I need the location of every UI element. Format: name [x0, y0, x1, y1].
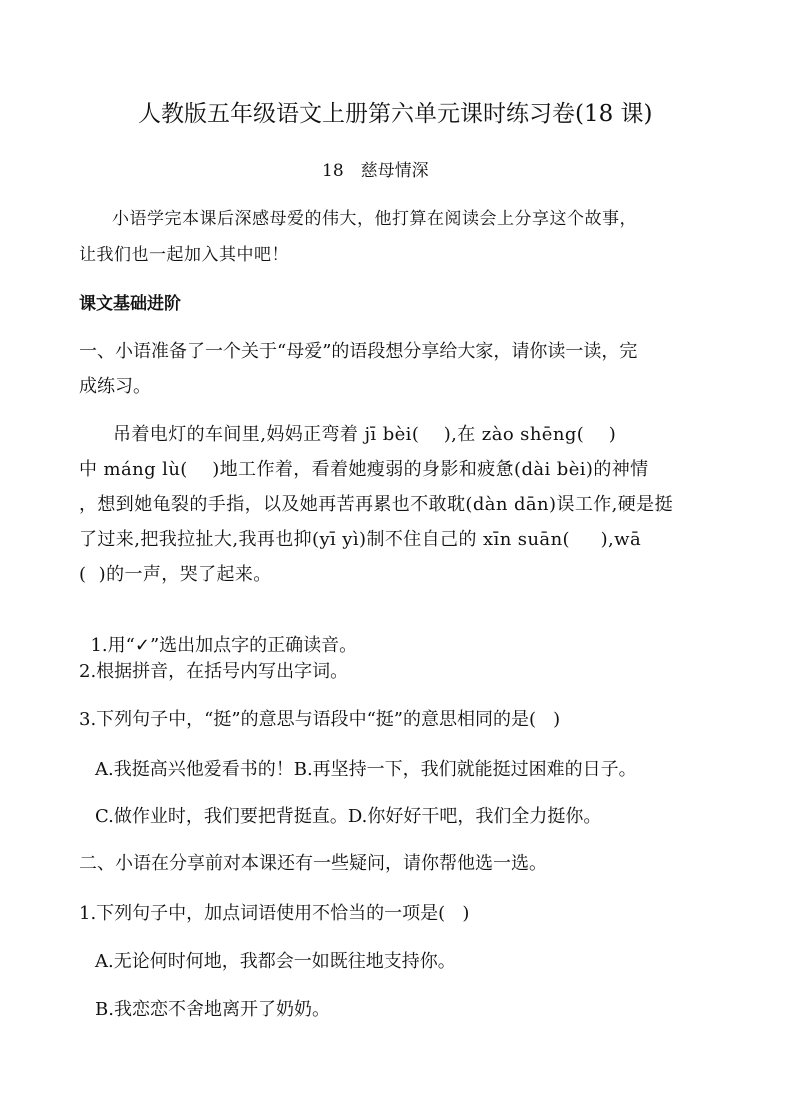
section-heading: 课文基础进阶 — [79, 294, 181, 314]
q1-sub3-option-line-1: A.我挺高兴他爱看书的！B.再坚持一下，我们就能挺过困难的日子。 — [95, 759, 637, 780]
lesson-title: 18 慈母情深 — [322, 161, 429, 181]
q2-option-b: B.我恋恋不舍地离开了奶奶。 — [95, 999, 330, 1020]
intro-line-1: 小语学完本课后深感母爱的伟大，他打算在阅读会上分享这个故事， — [112, 209, 637, 229]
q1-heading-line-2: 成练习。 — [79, 376, 151, 397]
q1-heading-line-1: 一、小语准备了一个关于“母爱”的语段想分享给大家，请你读一读，完 — [79, 341, 638, 362]
passage-line-5: ( )的一声，哭了起来。 — [79, 564, 272, 585]
document-title: 人教版五年级语文上册第六单元课时练习卷(18 课) — [138, 101, 653, 127]
passage-line-1: 吊着电灯的车间里,妈妈正弯着 jī bèi( ),在 zào shēng( ) — [113, 424, 617, 445]
q1-sub2: 2.根据拼音，在括号内写出字词。 — [79, 661, 349, 682]
q2-option-a: A.无论何时何地，我都会一如既往地支持你。 — [95, 951, 456, 972]
passage-line-3: ，想到她龟裂的手指，以及她再苦再累也不敢耽(dàn dān)误工作,硬是挺 — [79, 494, 673, 515]
q1-sub1-after: ”选出加点字的正确读音。 — [149, 635, 358, 656]
check-mark-icon: ✓ — [134, 635, 150, 656]
q1-sub3: 3.下列句子中，“挺”的意思与语段中“挺”的意思相同的是( ) — [79, 709, 561, 730]
q1-sub3-option-line-2: C.做作业时，我们要把背挺直。D.你好好干吧，我们全力挺你。 — [95, 806, 602, 827]
q1-sub1 — [79, 613, 357, 657]
q2-heading: 二、小语在分享前对本课还有一些疑问，请你帮他选一选。 — [79, 853, 547, 874]
q1-sub1-before: 1.用“ — [90, 635, 135, 656]
passage-line-4: 了过来,把我拉扯大,我再也抑(yī yì)制不住自己的 xīn suān( ),wā — [79, 529, 642, 550]
passage-line-2: 中 máng lù( )地工作着，看着她瘦弱的身影和疲惫(dài bèi)的神情 — [79, 459, 649, 480]
q2-sub1: 1.下列句子中，加点词语使用不恰当的一项是( ) — [79, 903, 470, 924]
intro-line-2: 让我们也一起加入其中吧！ — [79, 245, 289, 265]
